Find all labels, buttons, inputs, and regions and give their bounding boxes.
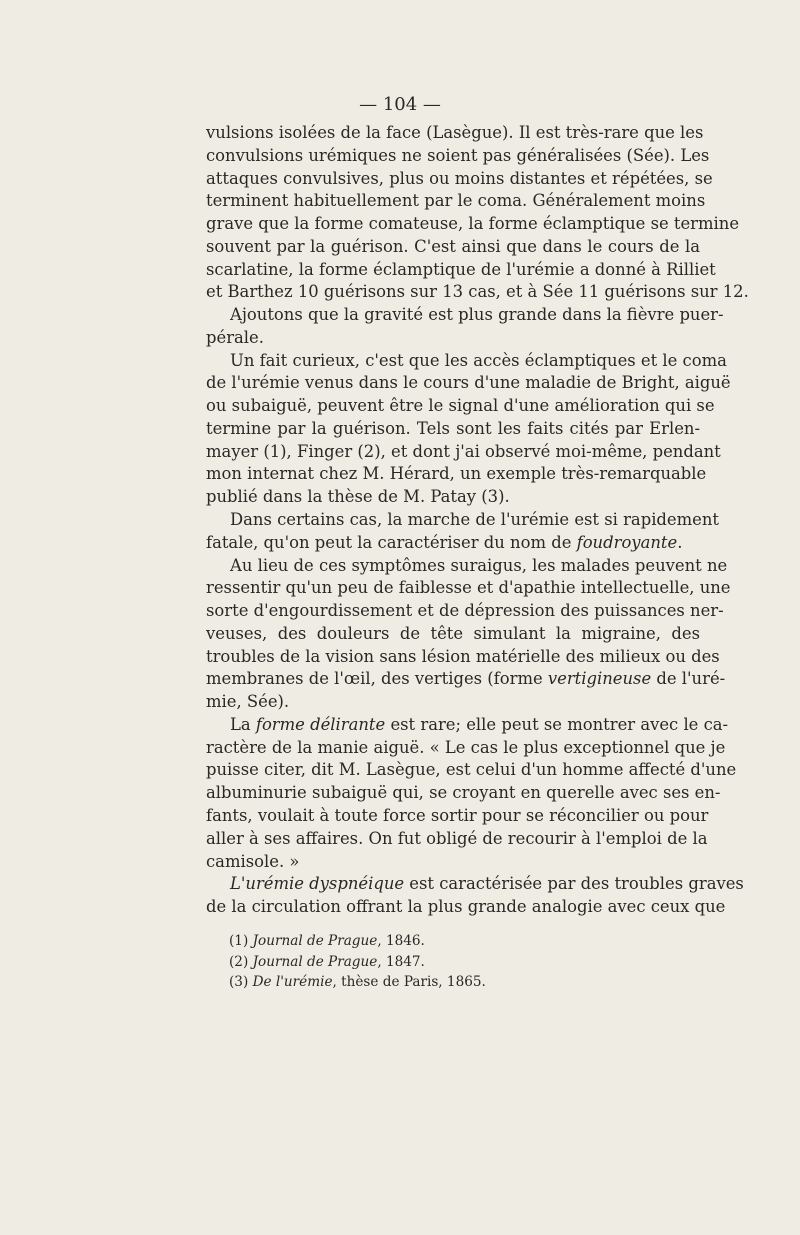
text-line (206, 577, 731, 600)
line-text: grave que la forme comateuse, la forme éclamptique se termine (206, 214, 740, 234)
text-line (206, 873, 744, 896)
line-text: Au lieu de ces symptômes suraigus, les malades peuvent ne (230, 555, 728, 575)
line-text: ressentir qu'un peu de faiblesse et d'apathie intellectuelle, une (206, 578, 731, 598)
line-text: fatale, qu'on peut la caractériser du nom de (206, 532, 577, 552)
text-line (206, 737, 726, 760)
line-text: de l'uré- (651, 669, 726, 689)
text-line (206, 555, 728, 578)
text-line (206, 327, 700, 350)
text-line (206, 828, 708, 851)
line-text: fants, voulait à toute force sortir pour se réconcilier ou pour (206, 805, 709, 825)
text-line (206, 782, 721, 805)
text-line (206, 418, 700, 441)
text-line (206, 441, 721, 464)
footnotes (229, 931, 699, 993)
text-line (206, 304, 724, 327)
footnote (229, 931, 699, 952)
footnote-title: Journal de Prague (252, 953, 378, 970)
line-text: attaques convulsives, plus ou moins distantes et répétées, se (206, 168, 713, 188)
line-text: souvent par la guérison. C'est ainsi que dans le cours de la (206, 236, 700, 256)
footnote-number: (3) (229, 974, 253, 990)
line-text: troubles de la vision sans lésion matérielle des milieux ou des (206, 646, 720, 666)
text-line (206, 509, 720, 532)
line-text: La (230, 714, 256, 734)
text-line (206, 463, 707, 486)
line-text: Un fait curieux, c'est que les accès éclamptiques et le coma (230, 350, 727, 370)
text-line (206, 486, 700, 509)
line-text: mon internat chez M. Hérard, un exemple très-remarquable (206, 464, 707, 484)
text-line (206, 145, 710, 168)
text-line (206, 691, 700, 714)
line-text: et Barthez 10 guérisons sur 13 cas, et à Sée 11 guérisons sur 12. (206, 282, 749, 302)
line-text: est rare; elle peut se montrer avec le ca- (385, 714, 729, 734)
line-text: mie, Sée). (206, 692, 290, 712)
line-text: albuminurie subaiguë qui, se croyant en querelle avec ses en- (206, 783, 721, 803)
italic-text: L'urémie dyspnéique (230, 874, 405, 894)
text-line (206, 213, 740, 236)
text-line (206, 190, 706, 213)
text-line (206, 646, 720, 669)
line-text: de la circulation offrant la plus grande analogie avec ceux que (206, 897, 726, 917)
line-text: sorte d'engourdissement et de dépression des puissances ner- (206, 601, 724, 621)
text-line (206, 851, 700, 874)
footnote-number: (2) (229, 953, 253, 970)
line-text: puisse citer, dit M. Lasègue, est celui d'un homme affecté d'une (206, 760, 737, 780)
line-text: mayer (1), Finger (2), et dont j'ai observé moi-même, pendant (206, 441, 721, 461)
text-line (206, 714, 729, 737)
line-text: veuses, des douleurs de tête simulant la migraine, des (206, 623, 700, 643)
line-text: terminent habituellement par le coma. Généralement moins (206, 191, 706, 211)
line-text: pérale. (206, 327, 264, 347)
text-line (206, 236, 700, 259)
text-line (206, 600, 724, 623)
line-text: publié dans la thèse de M. Patay (3). (206, 487, 510, 507)
footnote-text: , 1847. (377, 953, 425, 970)
footnote-text: , thèse de Paris, 1865. (332, 974, 486, 990)
footnote-title: Journal de Prague (252, 933, 378, 949)
text-line (206, 623, 700, 646)
line-text: ractère de la manie aiguë. « Le cas le plus exceptionnel que je (206, 737, 726, 757)
text-line (206, 759, 737, 782)
line-text: convulsions urémiques ne soient pas généralisées (Sée). Les (206, 145, 710, 165)
footnote-number: (1) (229, 933, 253, 949)
page-number: — 104 — (359, 94, 441, 115)
text-line (206, 281, 749, 304)
text-line (206, 395, 715, 418)
footnote (229, 952, 699, 973)
line-text: ou subaiguë, peuvent être le signal d'une amélioration qui se (206, 396, 715, 416)
text-line (206, 896, 726, 919)
line-text: scarlatine, la forme éclamptique de l'urémie a donné à Rilliet (206, 259, 716, 279)
line-text: membranes de l'œil, des vertiges (forme (206, 669, 548, 689)
line-text: camisole. » (206, 851, 300, 871)
footnote-text: , 1846. (377, 933, 425, 949)
text-line (206, 122, 704, 145)
text-line (206, 805, 709, 828)
italic-text: vertigineuse (547, 669, 652, 689)
text-line (206, 259, 716, 282)
text-line (206, 668, 726, 691)
footnote (229, 972, 699, 993)
line-text: Ajoutons que la gravité est plus grande dans la fièvre puer- (230, 305, 724, 325)
footnote-title: De l'urémie (252, 974, 333, 990)
italic-text: forme délirante (255, 714, 386, 734)
italic-text: foudroyante (576, 532, 678, 552)
line-text: . (677, 532, 683, 552)
text-line (206, 350, 727, 373)
line-text: termine par la guérison. Tels sont les faits cités par Erlen- (206, 418, 700, 438)
text-line (206, 168, 713, 191)
text-line (206, 532, 700, 555)
line-text: aller à ses affaires. On fut obligé de recourir à l'emploi de la (206, 828, 708, 848)
line-text: est caractérisée par des troubles graves (404, 874, 744, 894)
line-text: de l'urémie venus dans le cours d'une maladie de Bright, aiguë (206, 373, 731, 393)
text-line (206, 372, 731, 395)
body-text (206, 122, 749, 919)
line-text: Dans certains cas, la marche de l'urémie est si rapidement (230, 510, 720, 530)
line-text: vulsions isolées de la face (Lasègue). Il est très-rare que les (206, 123, 704, 142)
